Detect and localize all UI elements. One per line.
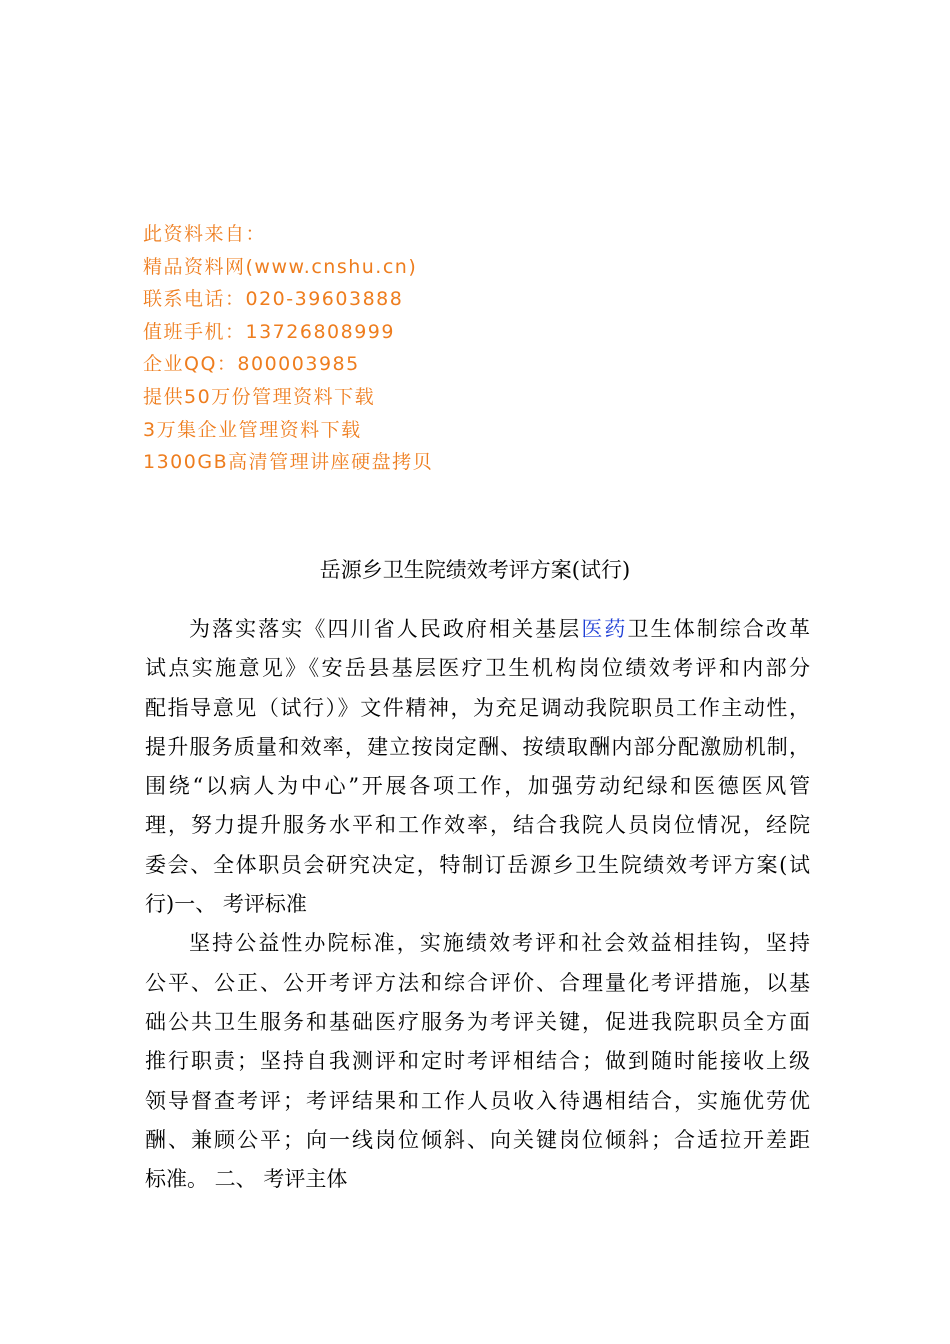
paragraph-1-line: 理，努力提升服务水平和工作效率，结合我院人员岗位情况，经院: [145, 813, 810, 838]
qq-line: 企业QQ：800003985: [143, 353, 360, 376]
paragraph-1-line: [145, 610, 810, 649]
source-info-block: [143, 218, 563, 479]
paragraph-1-line: 试点实施意见》《安岳县基层医疗卫生机构岗位绩效考评和内部分: [145, 656, 810, 681]
paragraph-1-line: 委会、全体职员会研究决定，特制订岳源乡卫生院绩效考评方案(试: [145, 852, 810, 877]
paragraph-2-line: 推行职责；坚持自我测评和定时考评相结合；做到随时能接收上级: [145, 1049, 810, 1074]
phone-line: 联系电话：020-39603888: [143, 288, 404, 311]
paragraph-1-line: 提升服务质量和效率，建立按岗定酬、按绩取酬内部分配激励机制，: [145, 734, 810, 759]
paragraph-2-line: 标准。 二、 考评主体: [145, 1167, 348, 1192]
document-body: [145, 610, 810, 1199]
paragraph-2-line: 酬、兼顾公平；向一线岗位倾斜、向关键岗位倾斜；合适拉开差距: [145, 1127, 810, 1152]
paragraph-2-line: 公平、公正、公开考评方法和综合评价、合理量化考评措施，以基: [145, 970, 810, 995]
offer-line-2: 3万集企业管理资料下载: [143, 418, 362, 441]
source-line: 此资料来自：: [143, 223, 267, 245]
offer-line-1: 提供50万份管理资料下载: [143, 385, 376, 408]
document-title: 岳源乡卫生院绩效考评方案(试行): [319, 558, 631, 582]
paragraph-2-line: 础公共卫生服务和基础医疗服务为考评关键，促进我院职员全方面: [145, 1009, 810, 1034]
paragraph-2-line: 坚持公益性办院标准，实施绩效考评和社会效益相挂钩，坚持: [189, 931, 810, 956]
offer-line-3: 1300GB高清管理讲座硬盘拷贝: [143, 451, 434, 474]
paragraph-1-line: 行)一、 考评标准: [145, 892, 307, 917]
website-line: 精品资料网(www.cnshu.cn): [143, 255, 418, 278]
paragraph-1-line: 围绕“以病人为中心”开展各项工作，加强劳动纪绿和医德医风管: [145, 774, 810, 799]
mobile-line: 值班手机：13726808999: [143, 320, 395, 343]
text-run: 为落实落实《四川省人民政府相关基层: [189, 617, 582, 641]
text-run: 卫生体制综合改革: [627, 617, 811, 641]
medicine-link[interactable]: 医药: [581, 617, 628, 641]
paragraph-1-line: 配指导意见（试行）》文件精神，为充足调动我院职员工作主动性，: [145, 695, 810, 720]
paragraph-2-line: 领导督查考评；考评结果和工作人员收入待遇相结合，实施优劳优: [145, 1088, 810, 1113]
